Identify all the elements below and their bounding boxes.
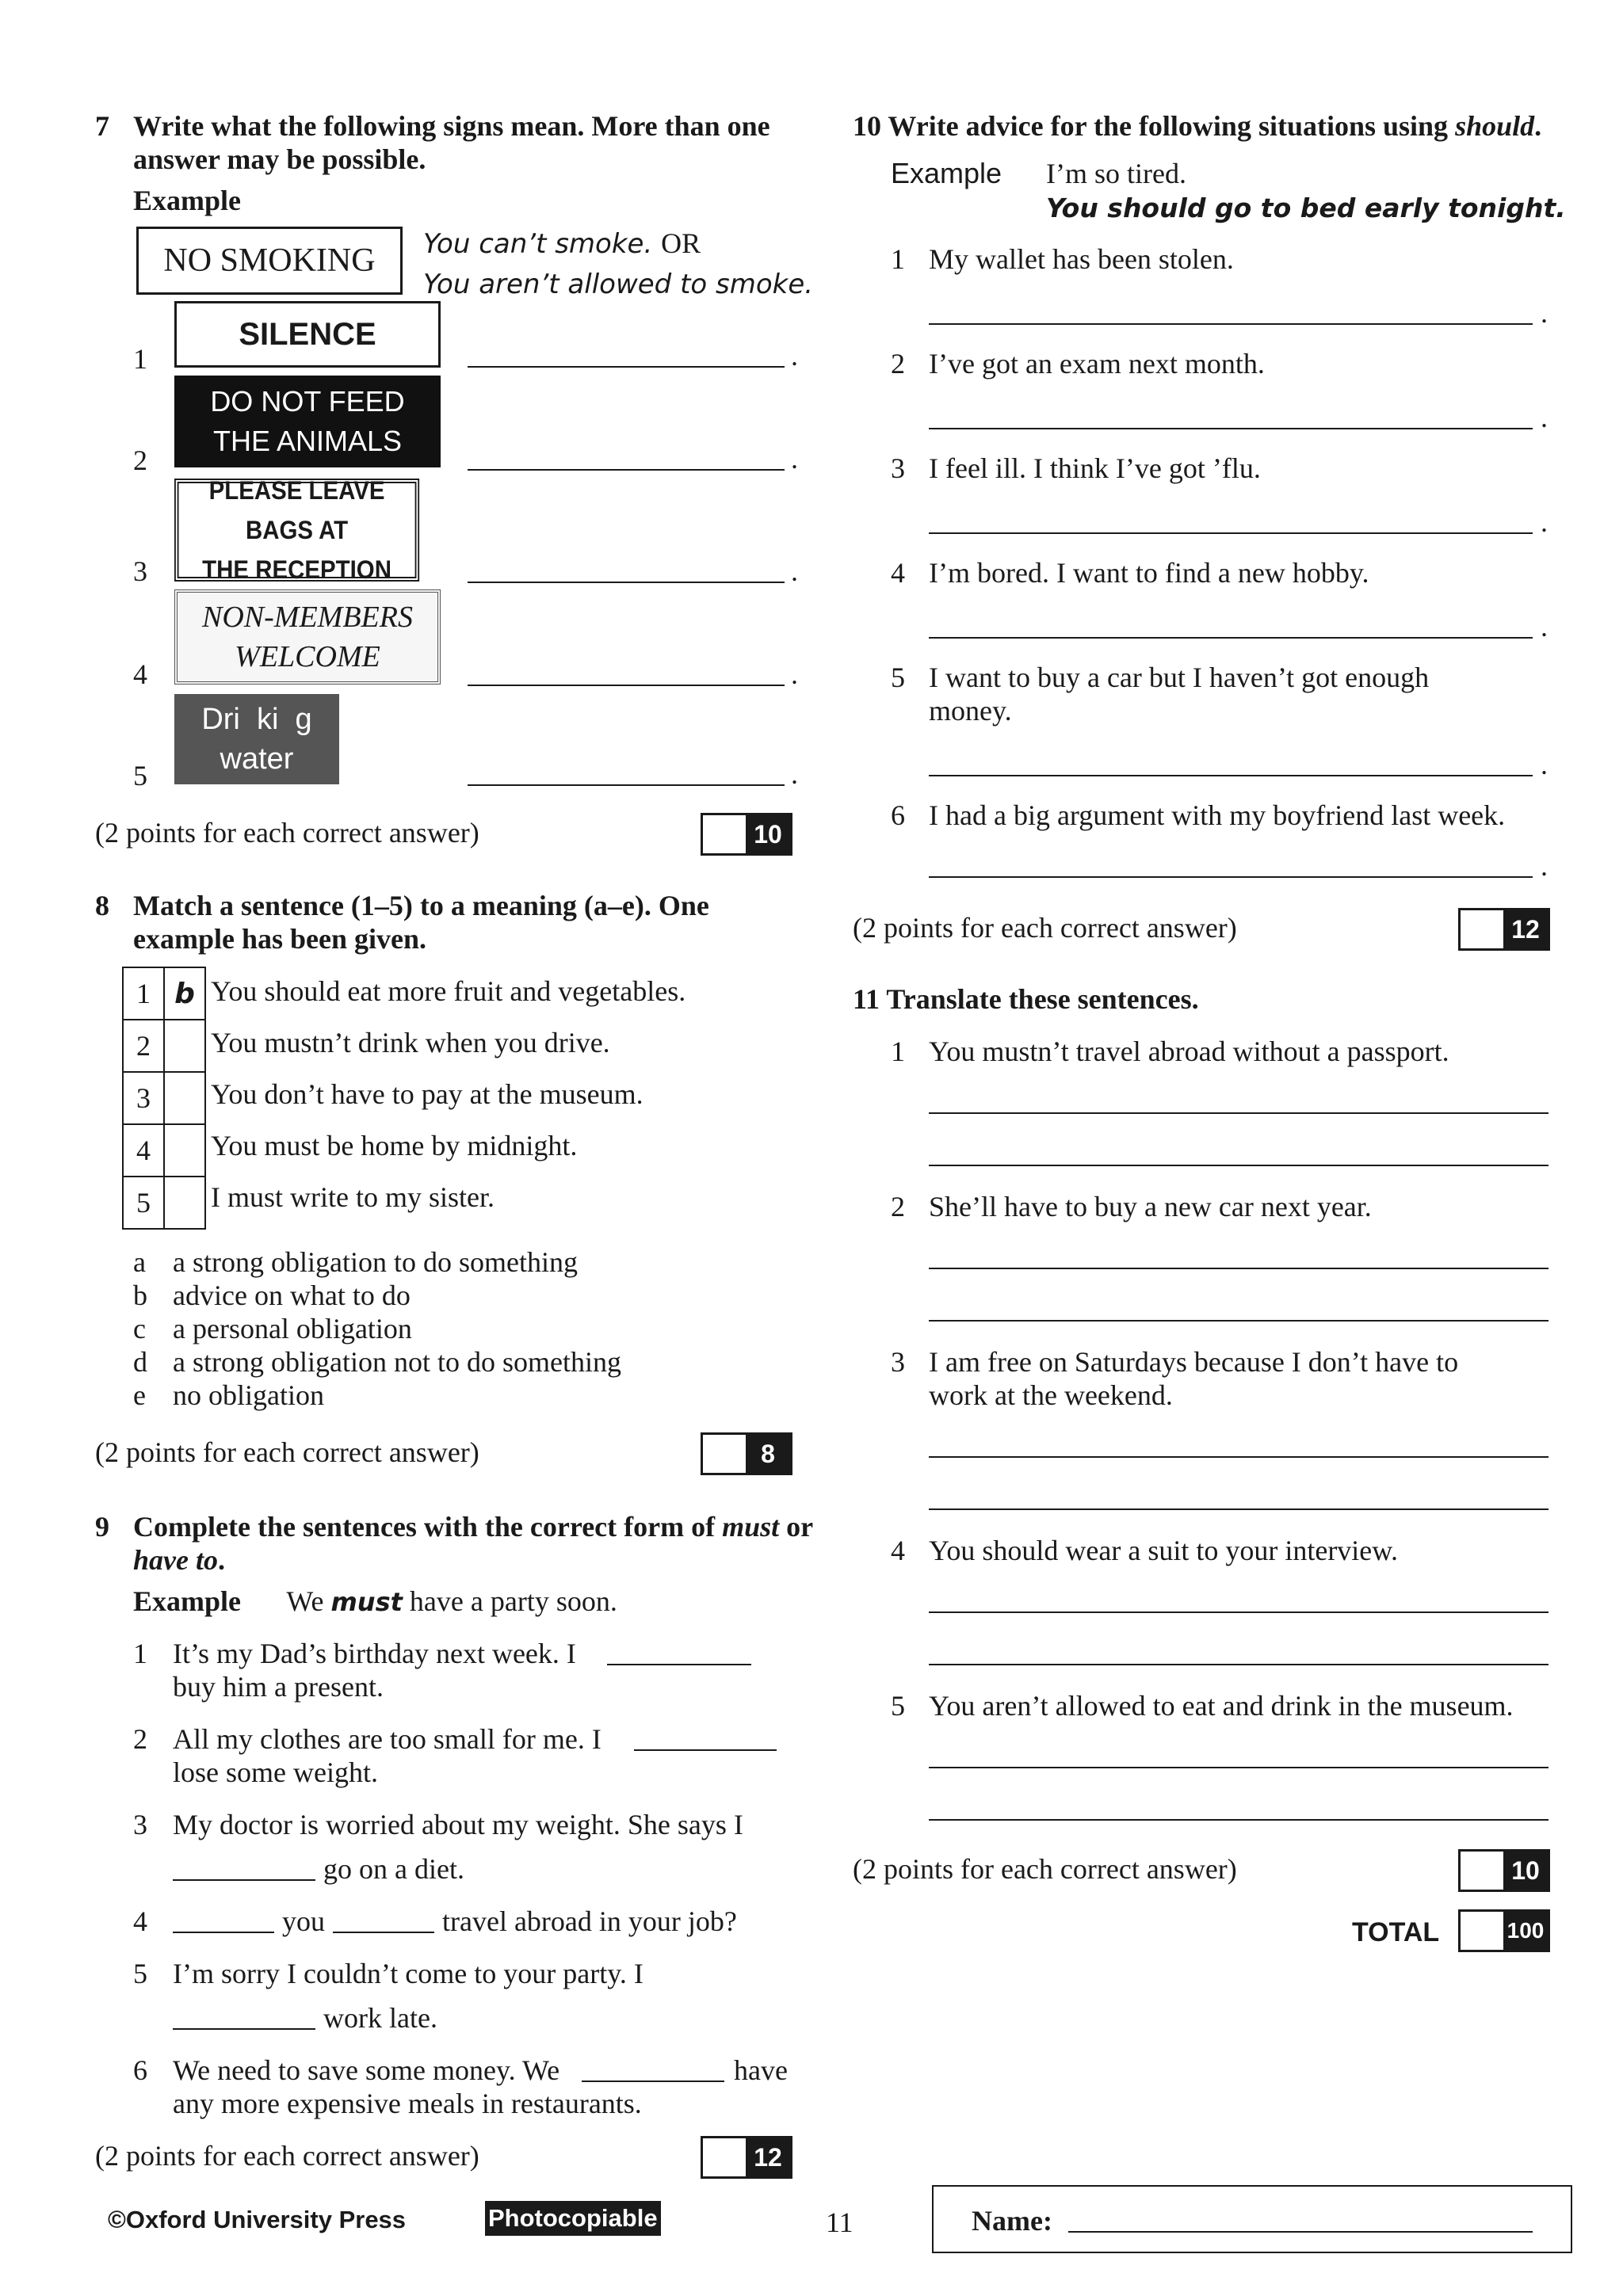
sign-non-members-line2: WELCOME xyxy=(235,640,380,673)
total-score-box[interactable] xyxy=(1458,1909,1550,1952)
q10-item-2-text: I’ve got an exam next month. xyxy=(929,348,1265,379)
q10-item-4-text: I’m bored. I want to find a new hobby. xyxy=(929,557,1369,589)
q10-item-2-number: 2 xyxy=(891,348,905,379)
q11-item-5-number: 5 xyxy=(891,1690,905,1722)
q7-item-3-number: 3 xyxy=(133,555,147,587)
q11-score-box[interactable] xyxy=(1458,1849,1550,1892)
q7-example-label: Example xyxy=(133,185,242,216)
q9-instruction-have-to: have to xyxy=(133,1544,218,1576)
q10-item-2-period: . xyxy=(1541,402,1548,433)
q9-item-6-blank[interactable] xyxy=(582,2081,724,2082)
q7-item-1-number: 1 xyxy=(133,343,147,375)
q10-instruction-word: should xyxy=(1455,110,1535,142)
q10-item-5-line1: I want to buy a car but I haven’t got enough xyxy=(929,662,1430,693)
q9-item-4-blank-1[interactable] xyxy=(173,1932,274,1933)
sign-drinking-water xyxy=(174,694,339,784)
q8-score-box[interactable] xyxy=(701,1432,792,1475)
q8-row xyxy=(123,1177,205,1229)
q9-item-2-number: 2 xyxy=(133,1723,147,1755)
q8-match-table xyxy=(122,967,206,1230)
q9-score-blank[interactable] xyxy=(703,2138,746,2176)
q11-item-5-text: You aren’t allowed to eat and drink in the museum. xyxy=(929,1690,1514,1722)
sign-do-not-feed-line1: DO NOT FEED xyxy=(210,385,405,418)
q9-item-5-blank[interactable] xyxy=(173,2028,315,2030)
q7-instruction: Write what the following signs mean. More than one answer may be possible. xyxy=(133,110,770,175)
q7-item-1-answer-line[interactable] xyxy=(468,366,785,368)
q10-item-1-period: . xyxy=(1541,297,1548,329)
q8-meaning-a: a strong obligation to do something xyxy=(173,1246,578,1278)
q9-example-label: Example xyxy=(133,1585,242,1617)
q9-instruction-or: or xyxy=(786,1511,813,1543)
q11-item-1-answer-line-2[interactable] xyxy=(929,1165,1549,1166)
sign-non-members-line1: NON-MEMBERS xyxy=(202,601,413,634)
q9-example-word: must xyxy=(330,1587,403,1617)
q11-instruction-text: Translate these sentences. xyxy=(886,983,1199,1015)
q9-item-2-blank[interactable] xyxy=(634,1749,777,1751)
q10-item-6-period: . xyxy=(1541,850,1548,882)
q11-item-5-answer-line-1[interactable] xyxy=(929,1767,1549,1768)
q10-item-4-period: . xyxy=(1541,611,1548,643)
q9-instruction-must: must xyxy=(722,1511,780,1543)
q7-example-answer-1 xyxy=(423,227,701,261)
q8-score-max: 8 xyxy=(746,1435,790,1473)
q8-sentence-4: You must be home by midnight. xyxy=(211,1130,578,1161)
q10-points-text: (2 points for each correct answer) xyxy=(853,912,1237,944)
q8-meaning-d-letter: d xyxy=(133,1346,147,1378)
q7-item-2-answer-line[interactable] xyxy=(468,469,785,471)
q8-meaning-c-letter: c xyxy=(133,1313,146,1344)
q10-example-prompt: I’m so tired. xyxy=(1046,158,1186,189)
q8-row-answer[interactable] xyxy=(164,1177,205,1229)
sign-leave-bags-line1: PLEASE LEAVE BAGS AT xyxy=(208,476,385,544)
q10-score-max: 12 xyxy=(1503,910,1548,948)
sign-silence xyxy=(174,301,441,368)
q9-points-text: (2 points for each correct answer) xyxy=(95,2140,479,2172)
q9-item-6-line1-post: have xyxy=(734,2054,788,2086)
q11-item-3-answer-line-2[interactable] xyxy=(929,1508,1549,1510)
q7-points-text: (2 points for each correct answer) xyxy=(95,817,479,849)
q7-example-answer-2: You aren’t allowed to smoke. xyxy=(423,269,814,300)
q9-item-3-blank[interactable] xyxy=(173,1879,315,1881)
q9-number: 9 xyxy=(95,1511,109,1543)
q9-item-1-line1: It’s my Dad’s birthday next week. I xyxy=(173,1638,576,1669)
q11-number: 11 xyxy=(853,983,880,1015)
q10-item-5-number: 5 xyxy=(891,662,905,693)
q9-item-4-rest: travel abroad in your job? xyxy=(442,1905,737,1937)
q9-item-3-line2: go on a diet. xyxy=(323,1853,464,1885)
q8-row-answer[interactable] xyxy=(164,1124,205,1177)
q10-item-6-text: I had a big argument with my boyfriend last week. xyxy=(929,799,1506,831)
footer-photocopiable-badge: Photocopiable xyxy=(485,2201,661,2236)
q9-item-1-number: 1 xyxy=(133,1638,147,1669)
q7-score-box[interactable] xyxy=(701,813,792,856)
q11-item-2-answer-line-2[interactable] xyxy=(929,1320,1549,1322)
q11-score-max: 10 xyxy=(1503,1852,1548,1890)
q8-row-answer[interactable]: b xyxy=(164,967,205,1020)
q8-row-number: 3 xyxy=(123,1072,164,1124)
q8-sentence-5: I must write to my sister. xyxy=(211,1181,495,1213)
q7-item-5-period: . xyxy=(791,758,798,790)
q10-item-1-text: My wallet has been stolen. xyxy=(929,243,1234,275)
q11-item-4-text: You should wear a suit to your interview. xyxy=(929,1535,1398,1566)
q8-row xyxy=(123,967,205,1020)
q11-item-3-answer-line-1[interactable] xyxy=(929,1456,1549,1458)
q11-score-blank[interactable] xyxy=(1461,1852,1503,1890)
q8-meaning-a-letter: a xyxy=(133,1246,146,1278)
q10-item-4-answer-line[interactable] xyxy=(929,637,1533,639)
q9-item-3-line1: My doctor is worried about my weight. She says I xyxy=(173,1809,743,1840)
q10-item-2-answer-line[interactable] xyxy=(929,428,1533,429)
q7-item-2-period: . xyxy=(791,443,798,475)
q8-row-number: 5 xyxy=(123,1177,164,1229)
q11-item-3-line2: work at the weekend. xyxy=(929,1379,1173,1411)
q10-item-3-text: I feel ill. I think I’ve got ’flu. xyxy=(929,452,1261,484)
q9-item-5-number: 5 xyxy=(133,1958,147,1989)
q8-row xyxy=(123,1072,205,1124)
footer-copyright: ©Oxford University Press xyxy=(108,2206,407,2233)
q11-item-5-answer-line-2[interactable] xyxy=(929,1819,1549,1821)
q10-instruction: 10 Write advice for the following situations using should. xyxy=(853,110,1542,142)
sign-drinking-water-line2: water xyxy=(220,742,294,776)
sign-non-members xyxy=(174,589,441,685)
q9-instruction-pre: Complete the sentences with the correct form of xyxy=(133,1511,716,1543)
q8-meaning-d: a strong obligation not to do something xyxy=(173,1346,621,1378)
sign-do-not-feed-line2: THE ANIMALS xyxy=(212,425,403,457)
q9-instruction: Complete the sentences with the correct form of must or have to. xyxy=(133,1511,813,1576)
total-score-max: 100 xyxy=(1503,1912,1548,1950)
q8-score-blank[interactable] xyxy=(703,1435,746,1473)
q8-meaning-c: a personal obligation xyxy=(173,1313,412,1344)
q7-item-5-number: 5 xyxy=(133,760,147,791)
q7-example-or: OR xyxy=(661,227,701,259)
q8-row-number: 1 xyxy=(123,967,164,1020)
q9-item-6-line2: any more expensive meals in restaurants. xyxy=(173,2088,642,2119)
q10-number: 10 xyxy=(853,110,881,142)
q7-number: 7 xyxy=(95,110,109,142)
q8-number: 8 xyxy=(95,890,109,921)
q11-item-4-answer-line-1[interactable] xyxy=(929,1611,1549,1613)
q11-item-1-text: You mustn’t travel abroad without a passport. xyxy=(929,1035,1449,1067)
q8-row xyxy=(123,1020,205,1072)
q10-item-3-period: . xyxy=(1541,506,1548,538)
name-label: Name: xyxy=(972,2205,1052,2237)
q8-sentence-2: You mustn’t drink when you drive. xyxy=(211,1027,610,1058)
q9-item-2-line2: lose some weight. xyxy=(173,1756,378,1788)
q7-item-4-period: . xyxy=(791,658,798,690)
q11-item-3-line1: I am free on Saturdays because I don’t have to xyxy=(929,1346,1459,1378)
q7-item-4-number: 4 xyxy=(133,658,147,690)
name-input-line[interactable] xyxy=(1068,2231,1533,2233)
sign-no-smoking-text: NO SMOKING xyxy=(163,242,376,279)
q7-example-answer-1-text: You can’t smoke. xyxy=(423,228,653,260)
q9-item-5-line2: work late. xyxy=(323,2002,437,2034)
name-box xyxy=(932,2185,1572,2253)
q7-item-4-answer-line[interactable] xyxy=(468,685,785,686)
total-score-blank[interactable] xyxy=(1461,1912,1503,1950)
q9-score-box[interactable] xyxy=(701,2136,792,2179)
q8-instruction: Match a sentence (1–5) to a meaning (a–e). One example has been given. xyxy=(133,890,709,955)
q10-example-label: Example xyxy=(891,157,1002,189)
q10-item-5-answer-line[interactable] xyxy=(929,775,1533,776)
q10-item-4-number: 4 xyxy=(891,557,905,589)
q7-score-blank[interactable] xyxy=(703,815,746,853)
q7-item-2-number: 2 xyxy=(133,444,147,476)
q10-item-3-answer-line[interactable] xyxy=(929,532,1533,534)
q9-item-4-number: 4 xyxy=(133,1905,147,1937)
q10-score-box[interactable] xyxy=(1458,908,1550,951)
q8-points-text: (2 points for each correct answer) xyxy=(95,1436,479,1468)
q7-item-1-period: . xyxy=(791,340,798,372)
q8-meaning-e: no obligation xyxy=(173,1379,324,1411)
q8-row-number: 4 xyxy=(123,1124,164,1177)
q7-score-max: 10 xyxy=(746,815,790,853)
q9-item-4-blank-2[interactable] xyxy=(333,1932,434,1933)
total-label: TOTAL xyxy=(1352,1917,1440,1947)
q8-sentence-1: You should eat more fruit and vegetables. xyxy=(211,975,686,1007)
q10-example-answer: You should go to bed early tonight. xyxy=(1046,193,1566,223)
q9-example xyxy=(133,1585,617,1619)
q8-row-number: 2 xyxy=(123,1020,164,1072)
q11-item-2-text: She’ll have to buy a new car next year. xyxy=(929,1191,1372,1222)
q9-item-6-number: 6 xyxy=(133,2054,147,2086)
q10-item-6-number: 6 xyxy=(891,799,905,831)
q11-item-3-number: 3 xyxy=(891,1346,905,1378)
q10-item-1-answer-line[interactable] xyxy=(929,323,1533,325)
sign-drinking-water-line1: Dri ki g xyxy=(201,703,312,736)
q11-item-2-answer-line-1[interactable] xyxy=(929,1268,1549,1269)
q8-meaning-b-letter: b xyxy=(133,1280,147,1311)
page-number: 11 xyxy=(826,2206,854,2238)
q9-item-1-blank[interactable] xyxy=(607,1664,751,1665)
q9-score-max: 12 xyxy=(746,2138,790,2176)
q11-item-4-answer-line-2[interactable] xyxy=(929,1664,1549,1665)
q8-row-answer[interactable] xyxy=(164,1020,205,1072)
sign-do-not-feed xyxy=(174,376,441,467)
q7-item-3-period: . xyxy=(791,555,798,587)
sign-leave-bags-line2: THE RECEPTION xyxy=(202,555,391,584)
sign-no-smoking xyxy=(136,227,403,295)
q9-item-1-line2: buy him a present. xyxy=(173,1671,384,1703)
q7-item-3-answer-line[interactable] xyxy=(468,582,785,583)
q10-item-6-answer-line[interactable] xyxy=(929,876,1533,878)
sign-silence-text: SILENCE xyxy=(239,316,376,352)
q11-item-2-number: 2 xyxy=(891,1191,905,1222)
q11-instruction xyxy=(853,982,1199,1016)
q9-item-3-number: 3 xyxy=(133,1809,147,1840)
q11-points-text: (2 points for each correct answer) xyxy=(853,1853,1237,1885)
q9-item-2-line1: All my clothes are too small for me. I xyxy=(173,1723,601,1755)
q9-example-post: have a party soon. xyxy=(409,1585,617,1617)
q10-score-blank[interactable] xyxy=(1461,910,1503,948)
q8-sentence-3: You don’t have to pay at the museum. xyxy=(211,1078,643,1110)
q10-item-1-number: 1 xyxy=(891,243,905,275)
q10-item-3-number: 3 xyxy=(891,452,905,484)
q10-item-5-period: . xyxy=(1541,749,1548,780)
q9-item-4-you: you xyxy=(282,1905,325,1937)
q11-item-1-answer-line-1[interactable] xyxy=(929,1112,1549,1114)
q8-row xyxy=(123,1124,205,1177)
q10-item-5-line2: money. xyxy=(929,695,1012,727)
q11-item-4-number: 4 xyxy=(891,1535,905,1566)
q11-item-1-number: 1 xyxy=(891,1035,905,1067)
q8-meaning-e-letter: e xyxy=(133,1379,146,1411)
q9-item-6-line1-pre: We need to save some money. We xyxy=(173,2054,560,2086)
q9-item-5-line1: I’m sorry I couldn’t come to your party. I xyxy=(173,1958,643,1989)
q10-instruction-pre: Write advice for the following situations using xyxy=(888,110,1449,142)
sign-leave-bags xyxy=(174,476,419,584)
q8-meaning-b: advice on what to do xyxy=(173,1280,411,1311)
q9-example-pre: We xyxy=(286,1585,324,1617)
q7-item-5-answer-line[interactable] xyxy=(468,784,785,786)
q8-row-answer[interactable] xyxy=(164,1072,205,1124)
